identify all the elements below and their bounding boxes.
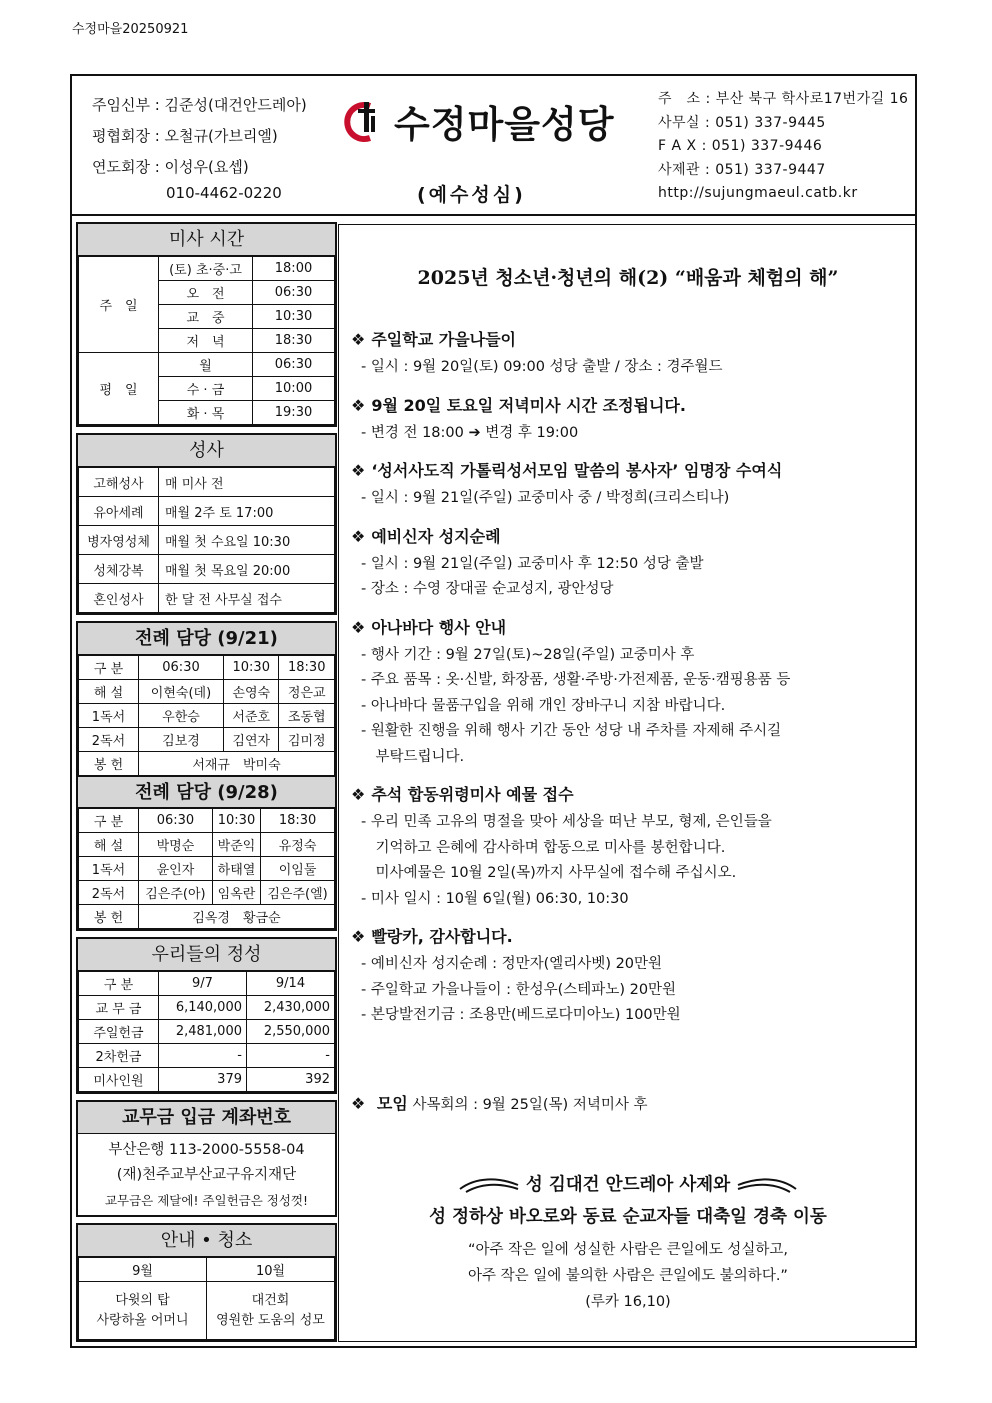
announcement-item: [351, 784, 911, 912]
church-emblem-icon: [344, 98, 390, 144]
bullet-icon: ❖: [351, 785, 366, 804]
elder-phone: 010-4462-0220: [166, 184, 282, 202]
liturgy-0928-table: 구 분 06:30 10:30 18:30 해 설 박명순 박준익 유정숙 1독서 윤인자 하태열 이임둘 2독서 김은주(아) 임옥란 김은주(엘) 봉 헌 김옥경 황금순: [78, 808, 335, 929]
mass-times-table: 주 일 (토) 초·중·고 18:00 오 전 06:30 교 중 10:30 저 녁 18:30 평 일 월 06:30 수 · 금 10:00 화 · 목 19:30: [78, 256, 335, 425]
feast-line-1: 성 김대건 안드레아 사제와: [525, 1175, 731, 1195]
main-title: 2025년 청소년·청년의 해(2) “배움과 체험의 해”: [417, 267, 839, 289]
sunday-label: 주 일: [79, 257, 159, 353]
church-name: 수정마을성당: [394, 103, 615, 146]
announcement-heading: ❖ 9월 20일 토요일 저녁미사 시간 조정됩니다.: [351, 395, 686, 415]
meeting-item: [351, 1091, 647, 1114]
bulletin-frame: [70, 74, 917, 1348]
announcement-heading: ❖ 추석 합동위령미사 예물 접수: [351, 785, 574, 804]
announcement-detail: - 변경 전 18:00 ➔ 변경 후 19:00: [361, 424, 579, 441]
announcement-detail: - 아나바다 물품구입을 위해 개인 장바구니 지참 바랍니다.: [361, 697, 726, 714]
sacraments-box: [76, 433, 337, 615]
announcement-detail: - 행사 기간 : 9월 27일(토)~28일(주일) 교중미사 후: [361, 646, 695, 663]
bullet-icon: ❖: [351, 927, 366, 946]
announcement-item: [351, 460, 911, 512]
mass-times-title: 미사 시간: [78, 224, 335, 256]
pastor-line: 주임신부 : 김준성(대건안드레아): [92, 96, 307, 114]
announcement-detail: - 일시 : 9월 20일(토) 09:00 성당 출발 / 장소 : 경주월드: [361, 359, 723, 375]
announcement-heading: ❖ 아나바다 행사 안내: [351, 617, 507, 637]
feast-line-2: 성 정하상 바오로와 동료 순교자들 대축일 경축 이동: [429, 1207, 827, 1227]
announcement-heading: ❖ 예비신자 성지순례: [351, 526, 501, 546]
offerings-table: 구 분 9/7 9/14 교 무 금 6,140,000 2,430,000 주일헌금 2,481,000 2,550,000 2차헌금 - - 미사인원 379 392: [78, 971, 335, 1092]
left-column: [76, 222, 337, 1348]
announcement-detail: - 일시 : 9월 21일(주일) 교중미사 후 12:50 성당 출발: [361, 555, 704, 572]
account-holder: (재)천주교부산교구유지재단: [116, 1167, 297, 1183]
offerings-title: 우리들의 정성: [78, 939, 335, 971]
office-phone: 사무실 : 051) 337-9445: [658, 114, 826, 131]
document-id: 수정마을20250921: [72, 22, 189, 37]
announcement-item: [351, 395, 911, 447]
guide-table: 9월 10월 다윗의 탑 사랑하올 어머니 대건회 영원한 도움의 성모: [78, 1257, 335, 1340]
account-box: [76, 1100, 337, 1217]
liturgy-0921-title: 전례 담당 (9/21): [78, 623, 335, 655]
header-officers: [92, 90, 307, 203]
sacraments-title: 성사: [78, 435, 335, 467]
announcement-heading: ❖ 빨랑카, 감사합니다.: [351, 927, 513, 946]
meeting-note: 사목회의 : 9월 25일(목) 저녁미사 후: [407, 1097, 648, 1113]
bullet-icon: ❖: [351, 395, 366, 415]
announcement-heading: ❖ ‘성서사도직 가톨릭성서모임 말씀의 봉사자’ 임명장 수여식: [351, 461, 783, 480]
announcement-detail: 미사예물은 10월 2일(목)까지 사무실에 접수해 주십시오.: [361, 865, 737, 881]
rectory-phone: 사제관 : 051) 337-9447: [658, 161, 826, 178]
bullet-icon: ❖: [351, 1094, 366, 1113]
announcement-detail: - 주일학교 가을나들이 : 한성우(스테파노) 20만원: [361, 981, 677, 998]
website-link[interactable]: http://sujungmaeul.catb.kr: [658, 185, 858, 201]
announcement-item: [351, 329, 911, 381]
announcement-detail: - 일시 : 9월 21일(주일) 교중미사 중 / 박정희(크리스티나): [361, 490, 730, 506]
account-title: 교무금 입금 계좌번호: [78, 1102, 335, 1134]
announcement-detail: - 예비신자 성지순례 : 정만자(엘리사벳) 20만원: [361, 956, 663, 972]
announcement-detail: 부탁드립니다.: [361, 748, 465, 765]
meeting-heading: 모임: [376, 1094, 408, 1113]
sacraments-table: 고해성사 매 미사 전 유아세례 매월 2주 토 17:00 병자영성체 매월 첫 수요일 10:30 성체강복 매월 첫 목요일 20:00 혼인성사 한 달 전 사무실 접수: [78, 467, 335, 613]
mass-times-box: [76, 222, 337, 427]
announcements-panel: [338, 224, 916, 1342]
bullet-icon: ❖: [351, 461, 366, 480]
header-contacts: [658, 88, 908, 206]
feast-notice: [339, 1169, 917, 1315]
header: [72, 76, 915, 216]
announcement-item: [351, 526, 911, 603]
quote-line-2: 아주 작은 일에 불의한 사람은 큰일에도 불의하다.”: [468, 1268, 788, 1284]
liturgy-0928-title: 전례 담당 (9/28): [78, 776, 335, 808]
address-line: 주 소 : 부산 북구 학사로17번가길 16: [658, 91, 909, 107]
bullet-icon: ❖: [351, 330, 366, 349]
announcement-detail: - 원활한 진행을 위해 행사 기간 동안 성당 내 주차를 자제해 주시길: [361, 723, 782, 739]
guide-title: 안내 • 청소: [78, 1225, 335, 1257]
quote-reference: (루카 16,10): [585, 1294, 671, 1310]
announcement-detail: - 주요 품목 : 옷·신발, 화장품, 생활·주방·가전제품, 운동·캠핑용품 등: [361, 672, 791, 688]
announcement-list: [351, 329, 911, 1043]
elder-president-line: 연도회장 : 이성우(요셉): [92, 158, 249, 176]
announcement-detail: - 본당발전기금 : 조용만(베드로다미아노) 100만원: [361, 1007, 681, 1023]
council-president-line: 평협회장 : 오철규(가브리엘): [92, 127, 278, 145]
announcement-heading: ❖ 주일학교 가을나들이: [351, 330, 517, 349]
bullet-icon: ❖: [351, 526, 366, 546]
bullet-icon: ❖: [351, 617, 366, 637]
account-note: 교무금은 제달에! 주일헌금은 정성껏!: [104, 1193, 309, 1208]
announcement-item: [351, 617, 911, 771]
liturgy-0921-box: [76, 621, 337, 931]
liturgy-0921-table: 구 분 06:30 10:30 18:30 해 설 이현숙(데) 손영숙 정은교 1독서 우한승 서준호 조동협 2독서 김보경 김연자 김미정 봉 헌 서재규 박미숙: [78, 655, 335, 776]
announcement-detail: - 장소 : 수영 장대골 순교성지, 광안성당: [361, 581, 614, 597]
announcement-detail: 기억하고 은혜에 감사하며 합동으로 미사를 봉헌합니다.: [361, 839, 726, 856]
announcement-detail: - 우리 민족 고유의 명절을 맞아 세상을 떠난 부모, 형제, 은인들을: [361, 814, 772, 830]
quote-line-1: “아주 작은 일에 성실한 사람은 큰일에도 성실하고,: [468, 1242, 788, 1258]
church-logo: [344, 96, 614, 146]
offerings-box: [76, 937, 337, 1094]
guide-box: [76, 1223, 337, 1342]
fax-line: F A X : 051) 337-9446: [658, 138, 823, 154]
weekday-label: 평 일: [79, 353, 159, 425]
announcement-detail: - 미사 일시 : 10월 6일(월) 06:30, 10:30: [361, 890, 629, 907]
left-ornament-icon: [458, 1175, 520, 1195]
church-subtitle: (예수성심): [417, 184, 526, 206]
bank-account: 부산은행 113-2000-5558-04: [108, 1142, 305, 1158]
right-ornament-icon: [736, 1175, 798, 1195]
announcement-item: [351, 926, 911, 1029]
